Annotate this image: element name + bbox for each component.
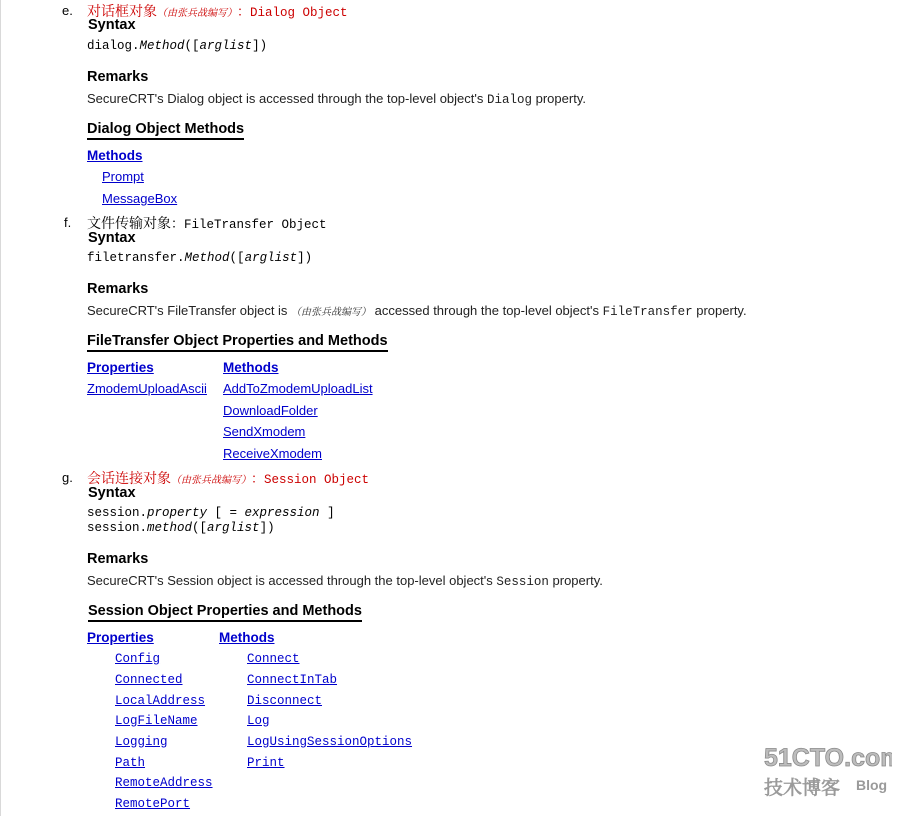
section-e-methods-column-link[interactable]: Methods: [87, 148, 143, 163]
method-link-sendxmodem[interactable]: SendXmodem: [223, 424, 306, 439]
syntax-method: method: [147, 521, 193, 535]
method-link-connect[interactable]: Connect: [247, 652, 300, 666]
section-f-methods-column-link[interactable]: Methods: [223, 360, 279, 375]
section-f-title-obj: FileTransfer Object: [184, 218, 327, 232]
remarks-text: SecureCRT's Session object is accessed through the top-level object's: [87, 573, 497, 588]
method-link-prompt[interactable]: Prompt: [102, 169, 144, 184]
syntax-args: arglist: [199, 39, 253, 53]
method-link-print[interactable]: Print: [247, 756, 285, 770]
section-f-syntax-heading: Syntax: [88, 230, 136, 246]
section-f-title-cn: 文件传输对象: [87, 215, 171, 231]
section-f-remarks-text: [87, 303, 747, 319]
syntax-args-open: ([: [184, 39, 200, 53]
property-link-connected[interactable]: Connected: [115, 673, 183, 687]
syntax-object: dialog.: [87, 39, 140, 53]
property-link-logfilename[interactable]: LogFileName: [115, 714, 198, 728]
remarks-text: SecureCRT's FileTransfer object is: [87, 303, 292, 318]
property-link-path[interactable]: Path: [115, 756, 146, 770]
syntax-args: arglist: [244, 251, 298, 265]
section-f-remarks-heading: Remarks: [87, 281, 149, 297]
section-e-title-note: （由张兵战编写）: [157, 8, 237, 19]
section-g-methods-column-link[interactable]: Methods: [219, 630, 275, 645]
remarks-text-end: property.: [548, 573, 603, 588]
syntax-property: property: [147, 506, 208, 520]
syntax-object: filetransfer.: [87, 251, 185, 265]
syntax-end: ]: [319, 506, 335, 520]
remarks-text-mid: accessed through the top-level object's: [371, 303, 603, 318]
method-link-receivexmodem[interactable]: ReceiveXmodem: [223, 446, 322, 461]
section-e-syntax-code: [87, 39, 267, 53]
watermark-line1: 51CTO.com: [764, 744, 892, 772]
section-g-title-colon: ：: [251, 471, 265, 486]
section-e-methods-heading: Dialog Object Methods: [87, 121, 244, 140]
section-g-syntax-line2: [87, 521, 275, 535]
section-g-syntax-line1: [87, 506, 335, 520]
syntax-object: session.: [87, 521, 148, 535]
section-f-pm-heading: FileTransfer Object Properties and Methods: [87, 333, 388, 352]
section-g-pm-heading: Session Object Properties and Methods: [88, 603, 362, 622]
remarks-code: FileTransfer: [602, 305, 693, 319]
section-f-marker: f.: [64, 215, 72, 230]
section-g-title-obj: Session Object: [264, 473, 370, 487]
section-g-remarks-heading: Remarks: [87, 551, 149, 567]
remarks-text-end: property.: [532, 91, 586, 106]
property-link-config[interactable]: Config: [115, 652, 161, 666]
syntax-args-close: ]): [297, 251, 313, 265]
section-e-syntax-heading: Syntax: [88, 17, 136, 33]
watermark-graphic: [762, 740, 892, 800]
method-link-connectintab[interactable]: ConnectInTab: [247, 673, 338, 687]
page-left-border: [0, 0, 1, 816]
property-link-zmodemuploadascii[interactable]: ZmodemUploadAscii: [87, 381, 207, 396]
section-g-title-cn: 会话连接对象: [87, 470, 171, 486]
remarks-text-end: property.: [692, 303, 747, 318]
syntax-args-open: ([: [229, 251, 245, 265]
section-e-remarks-text: [87, 91, 586, 107]
method-link-addtozmodemuploadlist[interactable]: AddToZmodemUploadList: [223, 381, 373, 396]
section-e-marker: e.: [62, 3, 73, 18]
section-g-properties-column-link[interactable]: Properties: [87, 630, 154, 645]
syntax-object: session.: [87, 506, 148, 520]
section-e-remarks-heading: Remarks: [87, 69, 149, 85]
section-e-title-obj: Dialog Object: [250, 6, 348, 20]
section-g-title-note: （由张兵战编写）: [171, 475, 251, 486]
syntax-method: Method: [184, 251, 230, 265]
method-link-disconnect[interactable]: Disconnect: [247, 694, 323, 708]
property-link-localaddress[interactable]: LocalAddress: [115, 694, 206, 708]
watermark-line3: Blog: [856, 777, 888, 793]
remarks-note: （由张兵战编写）: [291, 307, 372, 318]
watermark-line2: 技术博客: [764, 777, 841, 799]
syntax-args-close: ]): [252, 39, 268, 53]
watermark-logo: [762, 740, 892, 800]
remarks-code: Session: [496, 575, 549, 589]
section-e-title-cn: 对话框对象: [87, 3, 157, 19]
syntax-args: arglist: [207, 521, 260, 535]
syntax-assign: [ =: [207, 506, 245, 520]
syntax-expression: expression: [244, 506, 320, 520]
property-link-remoteport[interactable]: RemotePort: [115, 797, 191, 811]
remarks-code: Dialog: [487, 93, 533, 107]
method-link-log[interactable]: Log: [247, 714, 270, 728]
section-e-title-colon: ：: [237, 4, 251, 19]
section-f-properties-column-link[interactable]: Properties: [87, 360, 154, 375]
method-link-downloadfolder[interactable]: DownloadFolder: [223, 403, 318, 418]
section-g-syntax-heading: Syntax: [88, 485, 136, 501]
section-g-marker: g.: [62, 470, 73, 485]
section-f-title-colon: ：: [171, 216, 185, 231]
property-link-logging[interactable]: Logging: [115, 735, 168, 749]
section-f-syntax-code: [87, 251, 312, 265]
syntax-args-open: ([: [192, 521, 208, 535]
method-link-messagebox[interactable]: MessageBox: [102, 191, 178, 206]
syntax-method: Method: [139, 39, 185, 53]
syntax-args-close: ]): [259, 521, 275, 535]
remarks-text: SecureCRT's Dialog object is accessed through the top-level object's: [87, 91, 487, 106]
section-g-remarks-text: [87, 573, 603, 589]
property-link-remoteaddress[interactable]: RemoteAddress: [115, 776, 213, 790]
method-link-logusingsessionoptions[interactable]: LogUsingSessionOptions: [247, 735, 413, 749]
